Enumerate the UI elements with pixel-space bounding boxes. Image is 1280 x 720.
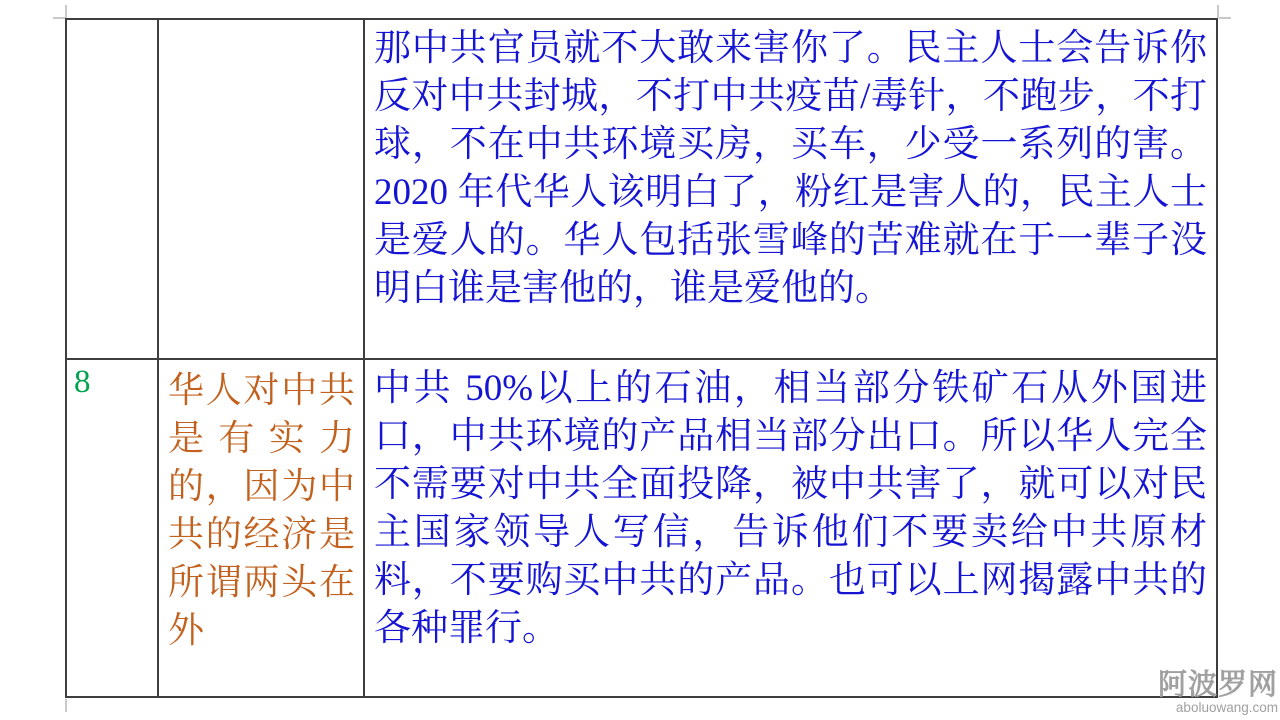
text-line: 是爱人的。华人包括张雪峰的苦难就在于一辈子没 <box>374 220 1207 261</box>
text-line: 明白谁是害他的，谁是爱他的。 <box>374 268 892 309</box>
content-table <box>65 18 1218 698</box>
crop-mark-bottom-left-vertical <box>65 699 67 712</box>
text-line: 各种罪行。 <box>374 608 559 649</box>
row2-topic-cell <box>159 360 363 654</box>
watermark-site-name: 阿波罗网 <box>1157 669 1278 702</box>
watermark-site-domain: aboluowang.com <box>1175 700 1278 716</box>
text-line: 球，不在中共环境买房，买车，少受一系列的害。 <box>374 124 1207 165</box>
text-line: 2020 年代华人该明白了，粉红是害人的，民主人士 <box>374 172 1207 213</box>
text-line: 华人对中共 <box>168 370 355 410</box>
crop-mark-top-right-horizontal <box>1219 17 1231 19</box>
row2-content-cell <box>365 360 1216 696</box>
text-line: 主国家领导人写信，告诉他们不要卖给中共原材 <box>374 512 1207 553</box>
text-line: 不需要对中共全面投降，被中共害了，就可以对民 <box>374 464 1207 505</box>
text-line: 反对中共封城，不打中共疫苗/毒针，不跑步，不打 <box>374 76 1207 117</box>
text-line: 所谓两头在 <box>168 562 355 602</box>
text-line: 中共 50%以上的石油，相当部分铁矿石从外国进 <box>374 368 1207 409</box>
text-line: 共的经济是 <box>168 514 355 554</box>
crop-mark-top-left-horizontal <box>53 17 65 19</box>
crop-mark-top-left-vertical <box>65 5 67 18</box>
text-line: 料，不要购买中共的产品。也可以上网揭露中共的 <box>374 560 1207 601</box>
row1-content-cell <box>365 20 1216 358</box>
row2-number-cell: 8 <box>74 364 91 400</box>
text-line: 是有实力 <box>168 418 355 458</box>
text-line: 外 <box>168 610 205 650</box>
text-line: 口，中共环境的产品相当部分出口。所以华人完全 <box>374 416 1207 457</box>
site-watermark <box>1158 671 1278 716</box>
text-line: 那中共官员就不大敢来害你了。民主人士会告诉你 <box>374 28 1207 69</box>
text-line: 的，因为中 <box>168 466 355 506</box>
